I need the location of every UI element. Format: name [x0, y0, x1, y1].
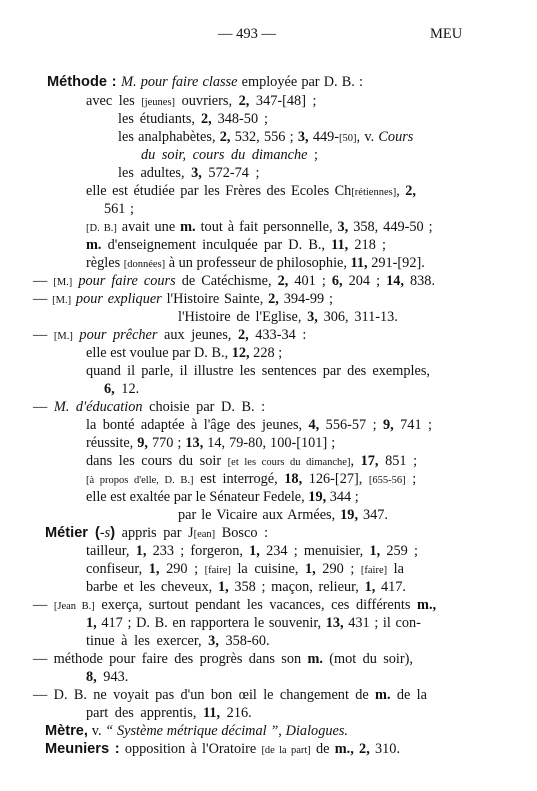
index-text: 204 ;: [342, 273, 387, 289]
index-text: l'Histoire de l'Eglise,: [178, 309, 308, 325]
index-text: part des apprentis,: [86, 705, 203, 721]
index-text: [D. B.]: [86, 223, 117, 234]
index-text: 433-34 :: [248, 327, 307, 343]
index-text: 4,: [308, 417, 320, 433]
index-text: 770 ;: [147, 435, 186, 451]
index-text: 126-[27],: [302, 471, 369, 487]
index-text: 1,: [364, 579, 376, 595]
index-line: [86, 218, 433, 238]
index-line: [104, 200, 134, 218]
index-text: -s: [99, 525, 111, 541]
index-text: 943.: [96, 669, 129, 685]
index-text: elle est exaltée par le Sénateur Fedele,: [86, 489, 309, 505]
index-text: 1,: [249, 543, 260, 559]
index-text: 347-[48] ;: [249, 93, 317, 109]
index-text: M. pour faire classe: [121, 74, 238, 90]
index-text: d'enseignement inculquée par D. B.,: [101, 237, 332, 253]
index-text: m.,: [417, 597, 437, 613]
index-text: —: [33, 399, 54, 415]
index-text: 9,: [137, 435, 148, 451]
index-text: v.: [87, 723, 106, 739]
index-text: pour expliquer: [75, 291, 162, 307]
index-text: 291-[92].: [367, 255, 425, 271]
index-text: m.: [86, 237, 102, 253]
index-text: 2,: [219, 129, 231, 145]
index-line: [118, 128, 413, 148]
index-line: [178, 308, 398, 326]
index-line: [104, 380, 139, 398]
index-text: 18,: [284, 471, 303, 487]
index-text: avait une: [116, 219, 181, 235]
index-text: [et les cours du dimanche]: [227, 457, 351, 468]
index-text: 572-74 ;: [201, 165, 260, 181]
index-text: Meuniers :: [45, 741, 120, 757]
index-text: — méthode pour faire des progrès dans son: [33, 651, 308, 667]
index-text: 838.: [403, 273, 436, 289]
index-line: [86, 182, 416, 202]
index-text: elle est étudiée par les Frères des Ecoles Ch: [86, 183, 352, 199]
index-line: [86, 470, 416, 490]
index-text: 13,: [185, 435, 204, 451]
index-text: 11,: [331, 237, 349, 253]
index-line: [178, 506, 388, 524]
index-text: est interrogé,: [193, 471, 285, 487]
index-text: [données]: [123, 259, 166, 270]
index-text: m.,: [334, 741, 354, 757]
index-line: [33, 272, 435, 292]
index-text: [Jean B.]: [53, 601, 95, 612]
index-line: [33, 650, 413, 668]
index-text: 290 ;: [159, 561, 205, 577]
running-head: MEU: [430, 26, 463, 42]
index-text: tout à fait personnelle,: [195, 219, 338, 235]
index-text: la bonté adaptée à l'âge des jeunes,: [86, 417, 309, 433]
index-text: 431 ; il con-: [343, 615, 421, 631]
index-text: 2,: [359, 741, 370, 757]
index-text: 741 ;: [393, 417, 432, 433]
index-text: m.: [375, 687, 391, 703]
index-text: du soir, cours du dimanche: [141, 147, 308, 163]
index-text: Métier (: [45, 525, 100, 541]
index-line: [33, 596, 436, 616]
index-text: 401 ;: [288, 273, 332, 289]
index-line: [33, 290, 333, 310]
index-text: 259 ;: [380, 543, 418, 559]
index-text: (mot du soir),: [322, 651, 413, 667]
index-text: 1,: [135, 543, 147, 559]
index-line: [86, 578, 406, 596]
index-text: “ Système métrique décimal ”, Dialogues.: [105, 723, 348, 739]
index-text: employée par D. B. :: [237, 74, 363, 90]
index-text: 13,: [325, 615, 344, 631]
index-text: exerça, surtout pendant les vacances, ces différents: [94, 597, 418, 613]
index-line: [86, 254, 425, 274]
index-text: ;: [405, 471, 417, 487]
index-text: Méthode :: [47, 74, 122, 90]
index-text: ,: [396, 183, 406, 199]
index-line: [141, 146, 318, 164]
index-text: —: [33, 291, 53, 307]
index-text: réussite,: [86, 435, 138, 451]
index-text: —: [33, 327, 54, 343]
index-line: [118, 164, 259, 182]
index-line: [118, 110, 268, 128]
index-text: tinue à les exercer,: [86, 633, 209, 649]
index-line: [86, 416, 432, 434]
index-text: l'Histoire Sainte,: [161, 291, 269, 307]
index-text: 19,: [308, 489, 327, 505]
index-text: , v.: [356, 129, 379, 145]
index-text: confiseur,: [86, 561, 149, 577]
index-line: [86, 632, 270, 650]
index-text: la cuisine,: [230, 561, 305, 577]
index-text: 358, 449-50 ;: [348, 219, 433, 235]
index-text: [M.]: [52, 295, 72, 306]
index-text: [jeunes]: [141, 97, 176, 108]
index-text: 348-50 ;: [211, 111, 268, 127]
index-text: 310.: [369, 741, 401, 757]
index-text: opposition à l'Oratoire: [119, 741, 262, 757]
index-text: M. d'éducation: [53, 399, 143, 415]
index-text: 228 ;: [249, 345, 283, 361]
index-text: ): [110, 525, 116, 541]
index-text: 532, 556 ;: [230, 129, 298, 145]
index-text: [M.]: [53, 331, 73, 342]
index-text: 1,: [305, 561, 316, 577]
index-text: [50]: [339, 133, 357, 144]
index-text: appris par J: [115, 525, 194, 541]
index-text: 2,: [268, 291, 279, 307]
index-text: 2,: [238, 93, 250, 109]
index-line: [86, 704, 252, 722]
index-line: [86, 488, 359, 506]
index-text: Cours: [378, 129, 414, 145]
index-text: 344 ;: [326, 489, 359, 505]
index-text: 290 ;: [315, 561, 361, 577]
index-text: 3,: [337, 219, 349, 235]
index-line: [33, 398, 265, 416]
index-line: [86, 452, 417, 472]
index-text: aux jeunes,: [157, 327, 238, 343]
index-text: [faire]: [204, 565, 231, 576]
index-text: 1,: [217, 579, 229, 595]
index-text: 233 ; forgeron,: [146, 543, 250, 559]
index-text: 14, 79-80, 100-[101] ;: [203, 435, 336, 451]
index-line: [47, 73, 363, 91]
index-text: 11,: [350, 255, 368, 271]
index-text: 449-: [308, 129, 340, 145]
index-text: 12.: [114, 381, 140, 397]
index-text: 19,: [340, 507, 359, 523]
index-text: 11,: [203, 705, 221, 721]
index-text: elle est voulue par D. B.,: [86, 345, 232, 361]
index-text: 306, 311-13.: [317, 309, 398, 325]
index-text: 3,: [191, 165, 202, 181]
index-line: [45, 722, 348, 740]
index-text: [rétiennes]: [351, 187, 397, 198]
index-text: 6,: [331, 273, 343, 289]
index-text: 6,: [104, 381, 115, 397]
index-text: 417 ; D. B. en rapportera le souvenir,: [96, 615, 326, 631]
index-text: quand il parle, il illustre les sentences par des exemples,: [86, 363, 430, 379]
index-text: les adultes,: [118, 165, 192, 181]
index-text: pour prêcher: [79, 327, 158, 343]
index-text: les étudiants,: [118, 111, 201, 127]
index-text: choisie par D. B. :: [142, 399, 266, 415]
index-text: 556-57 ;: [319, 417, 383, 433]
index-text: pour faire cours: [78, 273, 176, 289]
index-text: 8,: [86, 669, 97, 685]
index-line: [86, 362, 430, 380]
index-text: [ean]: [193, 529, 216, 540]
index-line: [86, 344, 282, 362]
index-text: 347.: [358, 507, 388, 523]
index-text: 1,: [86, 615, 97, 631]
index-text: par le Vicaire aux Armées,: [178, 507, 341, 523]
index-text: à un professeur de philosophie,: [165, 255, 351, 271]
index-line: [86, 668, 128, 686]
index-line: [86, 92, 317, 112]
index-text: barbe et les cheveux,: [86, 579, 218, 595]
index-text: règles: [86, 255, 124, 271]
index-text: [de la part]: [261, 745, 311, 756]
index-line: [86, 614, 421, 632]
index-line: [86, 434, 335, 452]
index-line: [86, 542, 418, 560]
index-line: [33, 326, 306, 346]
index-text: les analphabètes,: [118, 129, 220, 145]
index-text: 2,: [277, 273, 289, 289]
index-text: 358 ; maçon, relieur,: [228, 579, 365, 595]
index-text: la: [387, 561, 404, 577]
index-text: —: [33, 273, 54, 289]
index-text: 3,: [297, 129, 309, 145]
index-text: ouvriers,: [175, 93, 239, 109]
index-line: [86, 236, 386, 254]
index-text: 9,: [383, 417, 394, 433]
index-line: [86, 560, 404, 580]
index-text: 216.: [220, 705, 252, 721]
index-line: [45, 524, 268, 544]
index-text: 417.: [375, 579, 407, 595]
index-text: dans les cours du soir: [86, 453, 228, 469]
page-number: — 493 —: [218, 26, 276, 42]
index-text: tailleur,: [86, 543, 136, 559]
index-text: 1,: [369, 543, 381, 559]
index-text: Bosco :: [215, 525, 269, 541]
index-text: 12,: [231, 345, 250, 361]
index-text: 17,: [360, 453, 379, 469]
index-text: de: [310, 741, 335, 757]
index-text: — D. B. ne voyait pas d'un bon œil le changement de: [33, 687, 376, 703]
index-text: 2,: [200, 111, 212, 127]
index-text: avec les: [86, 93, 142, 109]
index-line: [45, 740, 400, 760]
index-text: 14,: [386, 273, 404, 289]
index-text: de Catéchisme,: [175, 273, 278, 289]
index-text: 394-99 ;: [278, 291, 333, 307]
index-text: [655-56]: [368, 475, 406, 486]
index-text: 358-60.: [218, 633, 270, 649]
index-text: de la: [390, 687, 427, 703]
index-text: ,: [350, 453, 361, 469]
index-text: 561 ;: [104, 201, 134, 217]
index-text: m.: [180, 219, 196, 235]
index-text: [faire]: [360, 565, 388, 576]
index-text: ;: [307, 147, 319, 163]
index-text: 2,: [237, 327, 249, 343]
index-text: 234 ; menuisier,: [259, 543, 370, 559]
index-text: 3,: [307, 309, 318, 325]
index-text: m.: [307, 651, 323, 667]
index-text: —: [33, 597, 54, 613]
index-text: 851 ;: [378, 453, 418, 469]
index-text: [M.]: [53, 277, 73, 288]
index-text: 1,: [148, 561, 160, 577]
index-text: [à propos d'elle, D. B.]: [86, 475, 194, 486]
index-text: 218 ;: [348, 237, 386, 253]
index-text: Mètre,: [45, 723, 88, 739]
index-text: 2,: [405, 183, 417, 199]
index-line: [33, 686, 427, 704]
index-text: 3,: [208, 633, 219, 649]
